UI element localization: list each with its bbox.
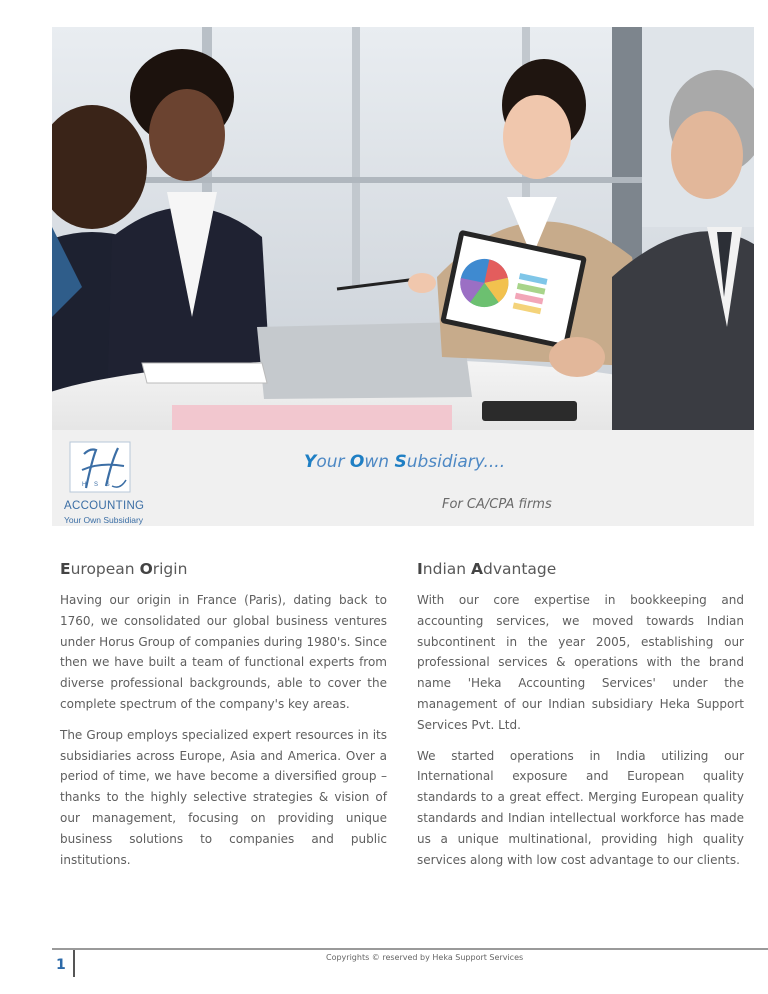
banner-tagline — [304, 452, 505, 472]
section-paragraph: With our core expertise in bookkeeping and accounting services, we moved towards Indian subcontinent in the year 2005, establishing our professional services & operations with the brand name 'Heka Accounting Services' under the management of our Indian subsidiary Heka Support Services Pvt. Ltd. — [417, 593, 744, 732]
tagline-cap: S — [394, 452, 407, 472]
heading-word: uropean — [70, 560, 140, 578]
section-indian-advantage — [417, 560, 744, 880]
tagline-cap: Y — [304, 452, 317, 472]
logo-tagline: Your Own Subsidiary — [64, 515, 144, 525]
heading-word: rigin — [152, 560, 188, 578]
footer-divider — [52, 948, 768, 950]
heading-cap: I — [417, 560, 423, 578]
heading-cap: O — [139, 560, 153, 578]
company-logo — [60, 440, 146, 524]
logo-monogram-letters: H S S — [82, 482, 113, 488]
brand-banner — [52, 430, 754, 526]
tagline-word: our — [316, 452, 350, 472]
section-paragraph: The Group employs specialized expert resources in its subsidiaries across Europe, Asia and America. Over a period of time, we have become a diversified group – thanks to the highly selective strategies & vision of our management, focusing on providing unique business solutions to companies and public institutions. — [60, 727, 387, 867]
hss-monogram-icon — [68, 440, 138, 502]
hero-photo — [52, 27, 754, 430]
page-number-divider — [73, 950, 75, 977]
tagline-word: ubsidiary.... — [406, 452, 506, 472]
tagline-cap: O — [349, 452, 365, 472]
heading-cap: E — [60, 560, 71, 578]
section-paragraph: We started operations in India utilizing our International exposure and European quality standards to a great effect. Merging European quality standards and Indian intellectual workforce has made us a unique multinational, providing high quality services along with low cost advantage to our clients. — [417, 748, 744, 867]
section-european-origin — [60, 560, 387, 880]
heading-word: dvantage — [483, 560, 557, 578]
tagline-word: wn — [364, 452, 395, 472]
logo-wordmark: ACCOUNTING — [64, 500, 145, 512]
section-heading — [417, 560, 744, 578]
footer-copyright: Copyrights © reserved by Heka Support Services — [326, 953, 524, 962]
heading-cap: A — [471, 560, 483, 578]
section-heading — [60, 560, 387, 578]
heading-word: ndian — [422, 560, 471, 578]
banner-subline: For CA/CPA firms — [442, 497, 552, 512]
page-number: 1 — [56, 957, 66, 973]
business-meeting-illustration — [52, 27, 754, 430]
section-paragraph: Having our origin in France (Paris), dating back to 1760, we consolidated our global business ventures under Horus Group of companies during 1980's. Since then we have built a team of functional experts from diverse professional backgrounds, able to cover the complete spectrum of the company's key areas. — [60, 593, 387, 711]
